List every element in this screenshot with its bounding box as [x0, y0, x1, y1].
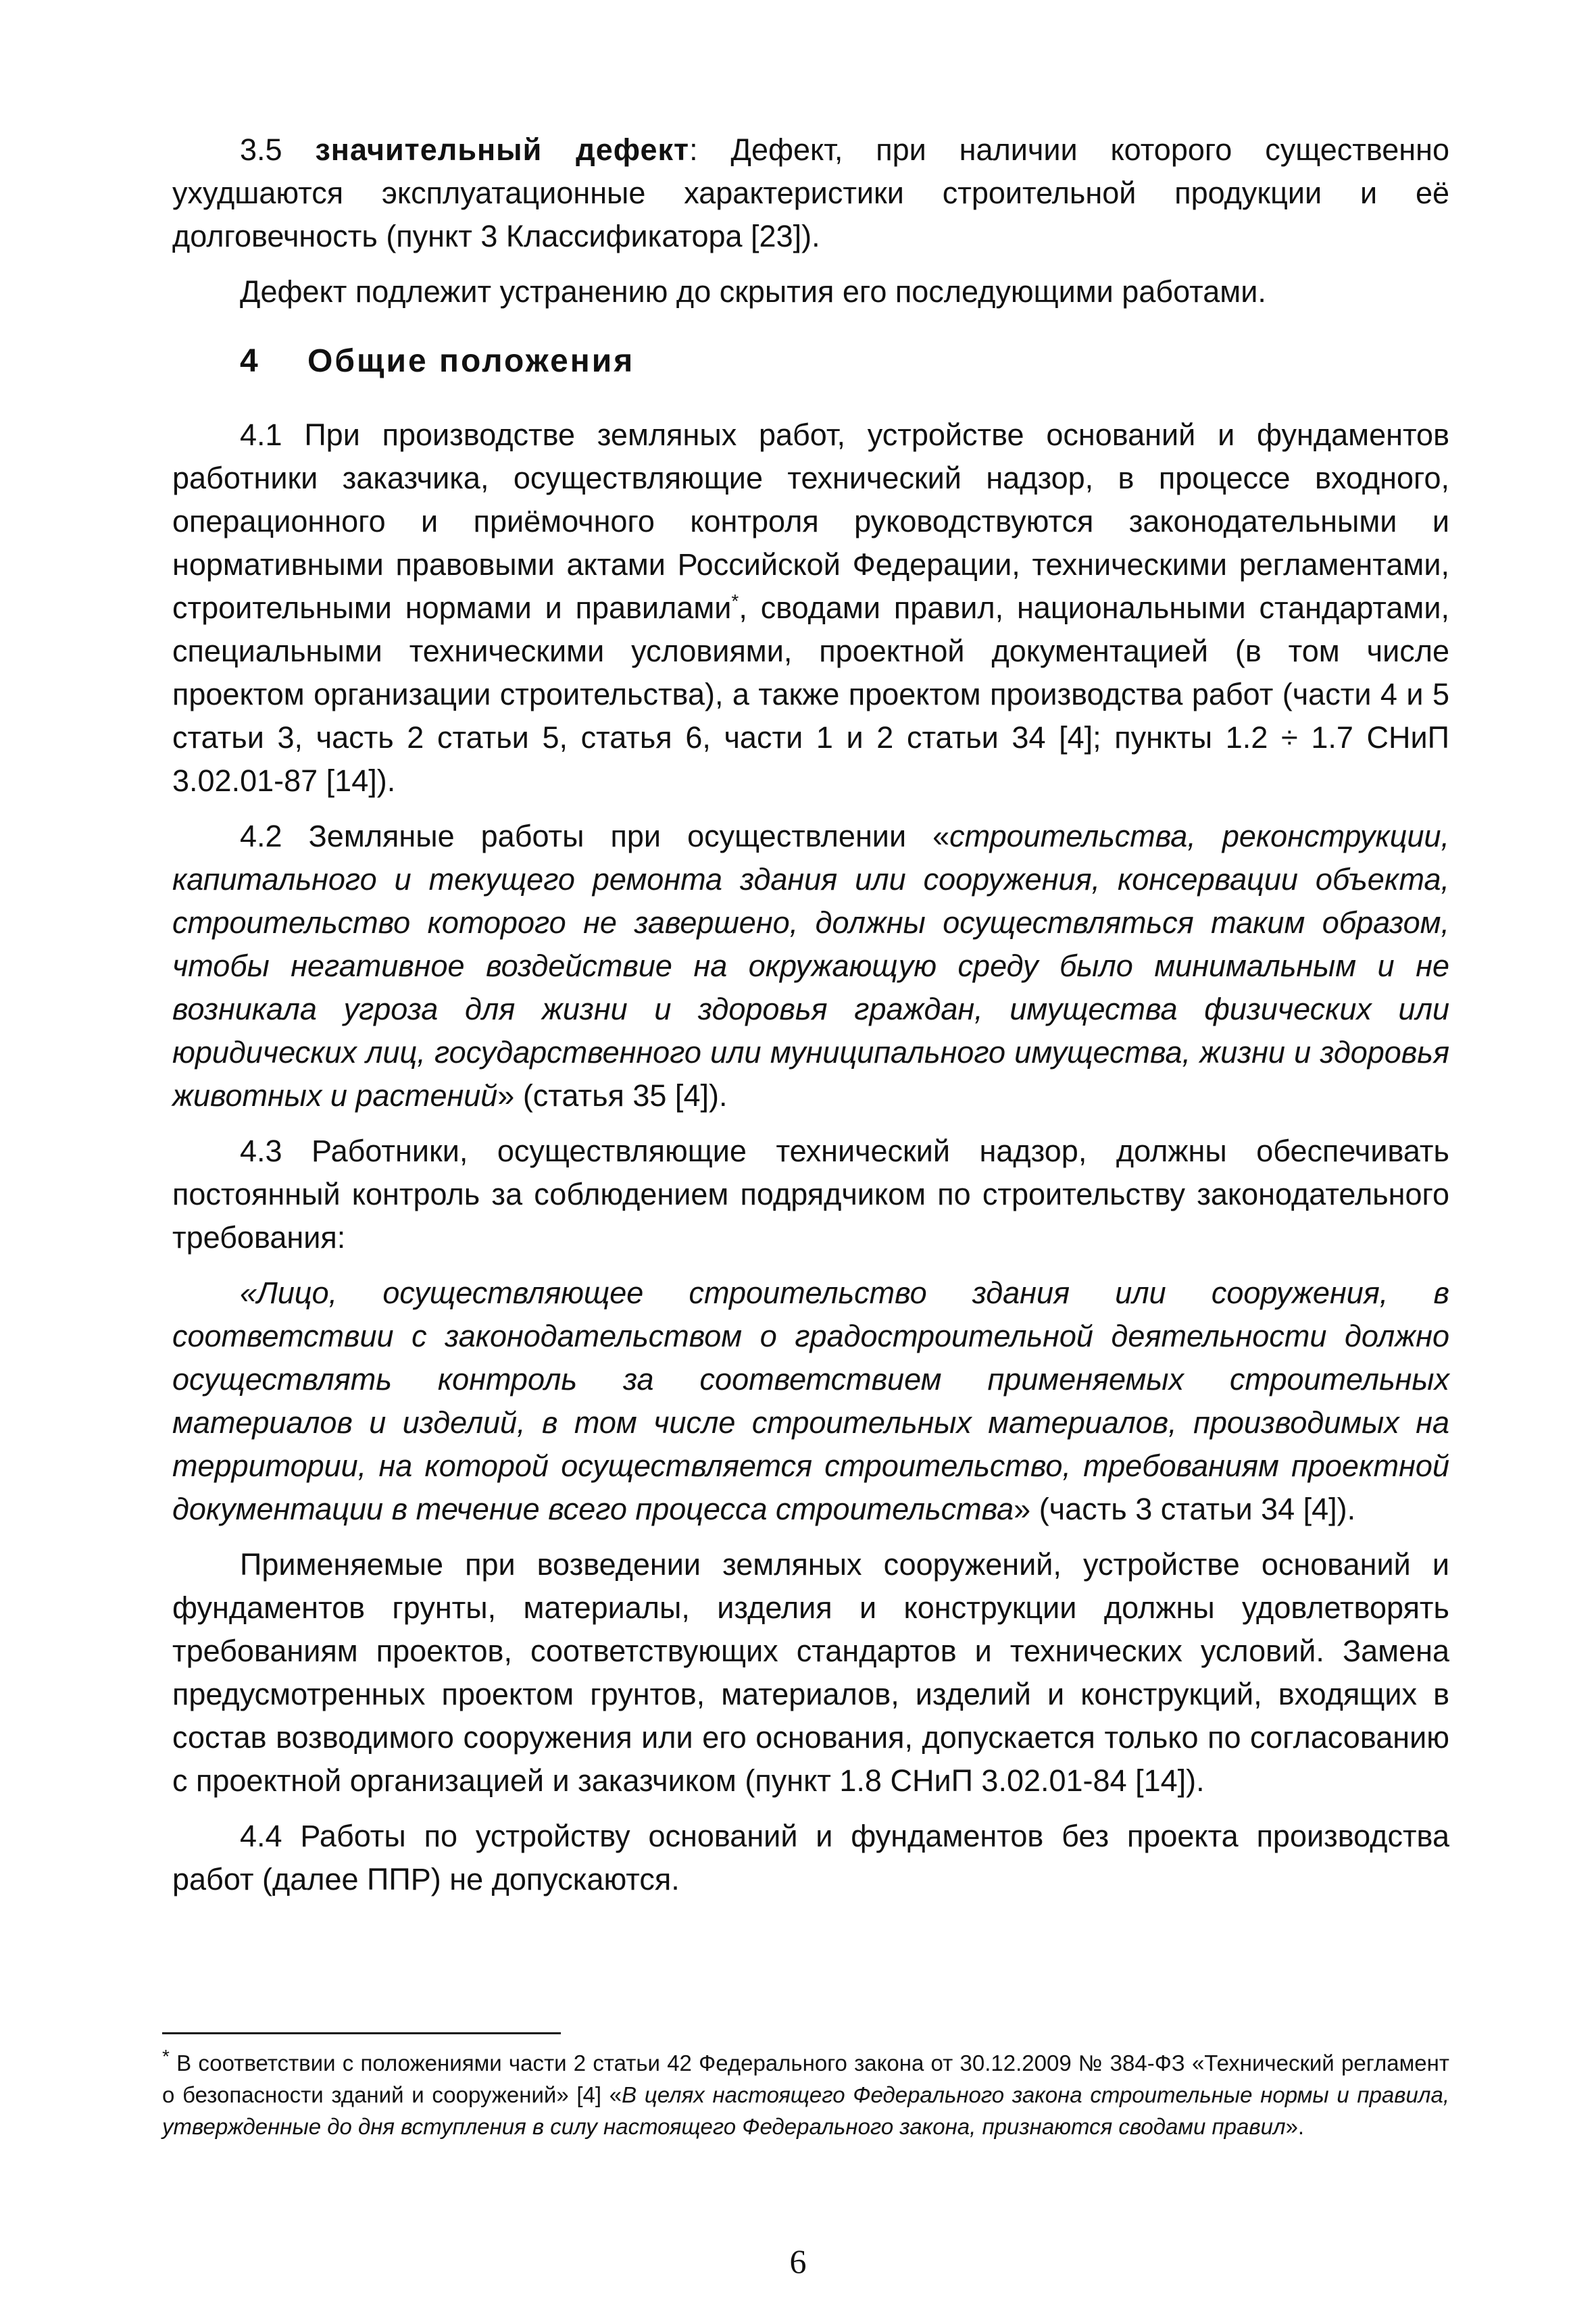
section-heading [240, 338, 634, 385]
footnote-text: В соответствии с положениями части 2 статьи 42 Федерального закона от 30.12.2009 № 384-ФЗ «Технический регламент о безопасности зданий и сооружений» [4] « [162, 2051, 1449, 2107]
section-3-5 [172, 128, 1449, 313]
footnote [162, 2047, 1449, 2142]
paragraph-4-1-text: 4.1 При производстве земляных работ, устройстве оснований и фундаментов работники заказчика, осуществляющие технический надзор, в процессе входного, операционного и приёмочного контроля руководствуются законодательными и нормативными правовыми актами Российской Федерации, техническими регламентами, строительными нормами и правилами [172, 418, 1449, 625]
paragraph-4-2 [172, 815, 1449, 1117]
paragraph-materials: Применяемые при возведении земляных сооружений, устройстве оснований и фундаментов грунты, материалы, изделия и конструкции должны удовлетворять требованиям проектов, соответствующих стандартов и технических условий. Замена предусмотренных проектом грунтов, материалов, изделий и конструкций, входящих в состав возводимого сооружения или его основания, допускается только по согласованию с проектной организацией и заказчиком (пункт 1.8 СНиП 3.02.01-84 [14]). [172, 1547, 1449, 1798]
defined-term: значительный дефект [315, 132, 690, 167]
page-number: 6 [789, 2242, 807, 2280]
paragraph-4-1 [172, 413, 1449, 803]
footnote-marker-bottom: * [162, 2046, 170, 2067]
definition-text: : Дефект, при наличии которого существенно ухудшаются эксплуатационные характеристики строительной продукции и её долговечность (пункт 3 Классификатора [23]). [172, 132, 1450, 253]
definition-note: Дефект подлежит устранению до скрытия его последующими работами. [240, 274, 1266, 309]
paragraph-4-4: 4.4 Работы по устройству оснований и фундаментов без проекта производства работ (далее ППР) не допускаются. [172, 1819, 1449, 1896]
section-number: 4 [240, 343, 260, 379]
section-4-body [172, 413, 1449, 1901]
footnote-marker: * [731, 590, 739, 611]
footnote-quote: В целях настоящего Федерального закона строительные нормы и правила, утвержденные до дня вступления в силу настоящего Федерального закона, признаются сводами правил [162, 2082, 1449, 2139]
quoted-requirement-source: » (часть 3 статьи 34 [4]). [1014, 1492, 1356, 1526]
definition-number: 3.5 [240, 132, 282, 167]
paragraph-4-2-lead: 4.2 Земляные работы при осуществлении « [240, 819, 950, 853]
footnote-divider [162, 2032, 561, 2034]
definition-paragraph [172, 128, 1449, 258]
paragraph-4-3: 4.3 Работники, осуществляющие технический надзор, должны обеспечивать постоянный контроль за соблюдением подрядчиком по строительству законодательного требования: [172, 1134, 1449, 1255]
footnote-paragraph [162, 2047, 1449, 2142]
quoted-requirement-text: «Лицо, осуществляющее строительство здания или сооружения, в соответствии с законодательством о градостроительной деятельности должно осуществлять контроль за соответствием применяемых строительных материалов и изделий, в том числе строительных материалов, производимых на территории, на которой осуществляется строительство, требованиям проектной документации в течение всего процесса строительства [172, 1276, 1449, 1526]
paragraph-4-1-text-cont: , сводами правил, национальными стандартами, специальными техническими условиями, проектной документацией (в том числе проектом организации строительства), а также проектом производства работ (части 4 и 5 статьи 3, часть 2 статьи 5, статья 6, части 1 и 2 статьи 34 [4]; пункты 1.2 ÷ 1.7 СНиП 3.02.01-87 [14]). [172, 590, 1449, 798]
footnote-tail: ». [1285, 2114, 1305, 2139]
paragraph-4-2-quote: строительства, реконструкции, капитального и текущего ремонта здания или сооружения, консервации объекта, строительство которого не завершено, должны осуществляться таким образом, чтобы негативное воздействие на окружающую среду было минимальным и не возникала угроза для жизни и здоровья граждан, имущества физических или юридических лиц, государственного или муниципального имущества, жизни и здоровья животных и растений [172, 819, 1450, 1113]
quoted-requirement [172, 1272, 1449, 1531]
section-title: Общие положения [307, 343, 635, 379]
paragraph-4-2-tail: » (статья 35 [4]). [497, 1078, 728, 1113]
